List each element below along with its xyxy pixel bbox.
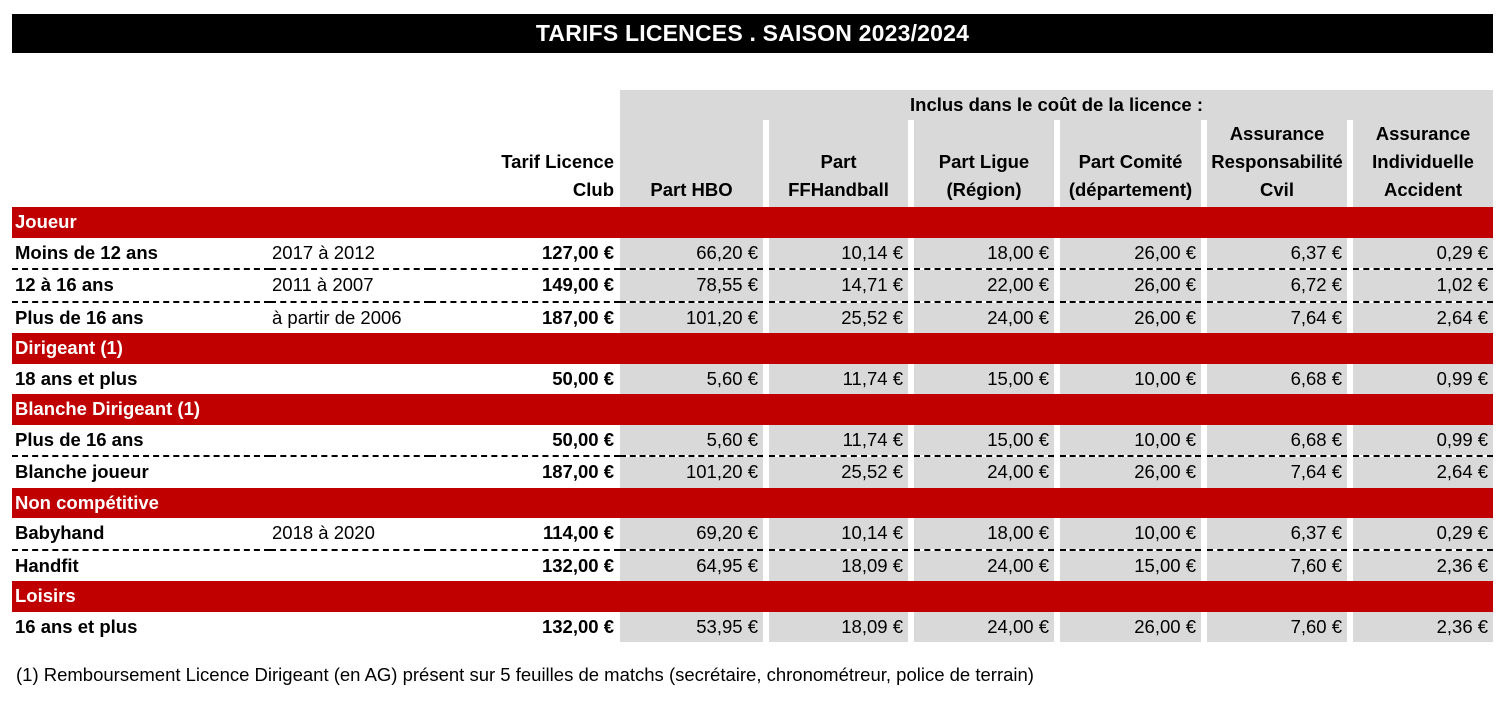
cell-part-ligue: 24,00 €	[911, 550, 1057, 582]
cell-club-price: 50,00 €	[430, 425, 620, 457]
cell-part-ffhandball: 25,52 €	[766, 302, 911, 334]
cell-part-comite: 26,00 €	[1057, 612, 1204, 643]
cell-category: Plus de 16 ans	[15, 306, 144, 328]
cell-birth-years	[270, 425, 430, 457]
cell-part-ligue: 24,00 €	[911, 302, 1057, 334]
cell-category: Plus de 16 ans	[12, 425, 270, 457]
table-row	[12, 302, 1493, 334]
cell-assurance-rc: 7,60 €	[1204, 612, 1350, 643]
cell-club-price: 50,00 €	[552, 367, 614, 389]
section-header	[12, 488, 1493, 519]
section-title: Non compétitive	[12, 488, 1493, 519]
cell-category: Handfit	[15, 554, 79, 576]
cell-category: Moins de 12 ans	[12, 238, 270, 270]
column-header-individuelle-accident: Assurance Individuelle Accident	[1350, 120, 1493, 207]
cell-assurance-ia: 0,29 €	[1350, 518, 1493, 550]
cell-club-price: 187,00 €	[541, 461, 614, 483]
cell-birth-years	[270, 550, 430, 582]
cell-assurance-rc: 7,64 €	[1204, 456, 1350, 488]
table-row	[12, 612, 1493, 643]
cell-part-hbo: 69,20 €	[620, 518, 766, 550]
table-row	[12, 550, 1493, 582]
cell-assurance-ia: 2,36 €	[1350, 612, 1493, 643]
cell-part-comite: 26,00 €	[1057, 238, 1204, 270]
cell-assurance-ia: 1,02 €	[1350, 269, 1493, 302]
cell-category: Blanche joueur	[15, 461, 149, 483]
cell-birth-years: 2018 à 2020	[270, 518, 430, 550]
cell-assurance-ia: 0,99 €	[1350, 364, 1493, 395]
cell-club-price: 114,00 €	[430, 518, 620, 550]
cell-part-ffhandball: 18,09 €	[766, 612, 911, 643]
cell-birth-years: à partir de 2006	[272, 306, 402, 328]
cell-birth-years: 2011 à 2007	[270, 269, 430, 302]
cell-assurance-rc: 7,60 €	[1204, 550, 1350, 582]
cell-part-ffhandball: 11,74 €	[766, 425, 911, 457]
table-row	[12, 238, 1493, 270]
cell-part-ligue: 24,00 €	[911, 456, 1057, 488]
cell-part-ligue: 15,00 €	[911, 425, 1057, 457]
cell-part-ligue: 15,00 €	[911, 364, 1057, 395]
cell-assurance-rc: 7,64 €	[1204, 302, 1350, 334]
section-header	[12, 333, 1493, 364]
cell-category: 12 à 16 ans	[12, 269, 270, 302]
cell-club-price: 132,00 €	[541, 615, 614, 637]
included-header: Inclus dans le coût de la licence :	[620, 90, 1493, 120]
table-row	[12, 425, 1493, 457]
section-title: Dirigeant (1)	[12, 333, 1493, 364]
section-header	[12, 207, 1493, 238]
cell-assurance-ia: 0,29 €	[1350, 238, 1493, 270]
cell-part-comite: 26,00 €	[1057, 269, 1204, 302]
cell-part-comite: 15,00 €	[1057, 550, 1204, 582]
column-header-ligue: Part Ligue (Région)	[911, 120, 1057, 207]
cell-part-ffhandball: 14,71 €	[766, 269, 911, 302]
cell-assurance-ia: 2,64 €	[1350, 456, 1493, 488]
cell-club-price: 132,00 €	[541, 554, 614, 576]
column-header-hbo: Part HBO	[620, 120, 766, 207]
column-header-comite: Part Comité (département)	[1057, 120, 1204, 207]
cell-assurance-rc: 6,68 €	[1204, 364, 1350, 395]
cell-part-comite: 10,00 €	[1057, 518, 1204, 550]
cell-category: 16 ans et plus	[15, 615, 138, 637]
cell-part-ffhandball: 10,14 €	[766, 518, 911, 550]
cell-part-ffhandball: 10,14 €	[766, 238, 911, 270]
cell-part-hbo: 53,95 €	[620, 612, 766, 643]
cell-assurance-ia: 2,64 €	[1350, 302, 1493, 334]
cell-part-comite: 26,00 €	[1057, 302, 1204, 334]
section-header	[12, 394, 1493, 425]
table-row	[12, 269, 1493, 302]
cell-part-hbo: 101,20 €	[620, 456, 766, 488]
cell-part-ffhandball: 25,52 €	[766, 456, 911, 488]
cell-birth-years: 2017 à 2012	[270, 238, 430, 270]
table-row	[12, 364, 1493, 395]
cell-birth-years	[270, 612, 430, 643]
table-row	[12, 456, 1493, 488]
cell-assurance-ia: 0,99 €	[1350, 425, 1493, 457]
cell-assurance-rc: 6,68 €	[1204, 425, 1350, 457]
cell-part-ligue: 24,00 €	[911, 612, 1057, 643]
cell-club-price: 149,00 €	[430, 269, 620, 302]
cell-birth-years	[270, 456, 430, 488]
cell-category: Babyhand	[12, 518, 270, 550]
cell-part-ligue: 18,00 €	[911, 238, 1057, 270]
cell-assurance-rc: 6,37 €	[1204, 238, 1350, 270]
cell-part-comite: 10,00 €	[1057, 364, 1204, 395]
cell-club-price: 187,00 €	[541, 306, 614, 328]
cell-part-hbo: 66,20 €	[620, 238, 766, 270]
header-row-included	[12, 90, 1493, 120]
cell-club-price: 127,00 €	[430, 238, 620, 270]
cell-part-comite: 10,00 €	[1057, 425, 1204, 457]
section-title: Blanche Dirigeant (1)	[12, 394, 1493, 425]
section-header	[12, 581, 1493, 612]
cell-category: 18 ans et plus	[15, 367, 138, 389]
cell-assurance-ia: 2,36 €	[1350, 550, 1493, 582]
cell-part-ligue: 18,00 €	[911, 518, 1057, 550]
cell-part-hbo: 78,55 €	[620, 269, 766, 302]
license-pricing-table	[12, 90, 1493, 642]
column-header-price: Tarif Licence Club	[501, 150, 614, 200]
section-title: Loisirs	[12, 581, 1493, 612]
cell-part-ligue: 22,00 €	[911, 269, 1057, 302]
column-header-responsabilite-civile: Assurance Responsabilité Cvil	[1204, 120, 1350, 207]
cell-part-hbo: 64,95 €	[620, 550, 766, 582]
cell-part-comite: 26,00 €	[1057, 456, 1204, 488]
cell-assurance-rc: 6,72 €	[1204, 269, 1350, 302]
page-title: TARIFS LICENCES . SAISON 2023/2024	[12, 14, 1493, 53]
cell-part-ffhandball: 18,09 €	[766, 550, 911, 582]
cell-assurance-rc: 6,37 €	[1204, 518, 1350, 550]
cell-part-ffhandball: 11,74 €	[766, 364, 911, 395]
footnote: (1) Remboursement Licence Dirigeant (en AG) présent sur 5 feuilles de matchs (secrétaire, chronométreur, police de terrain)	[16, 664, 1034, 685]
cell-part-hbo: 5,60 €	[620, 425, 766, 457]
section-title: Joueur	[12, 207, 1493, 238]
cell-part-hbo: 5,60 €	[620, 364, 766, 395]
cell-birth-years	[270, 364, 430, 395]
column-header-ffhandball: Part FFHandball	[766, 120, 911, 207]
cell-part-hbo: 101,20 €	[620, 302, 766, 334]
table-row	[12, 518, 1493, 550]
header-row-columns	[12, 120, 1493, 207]
